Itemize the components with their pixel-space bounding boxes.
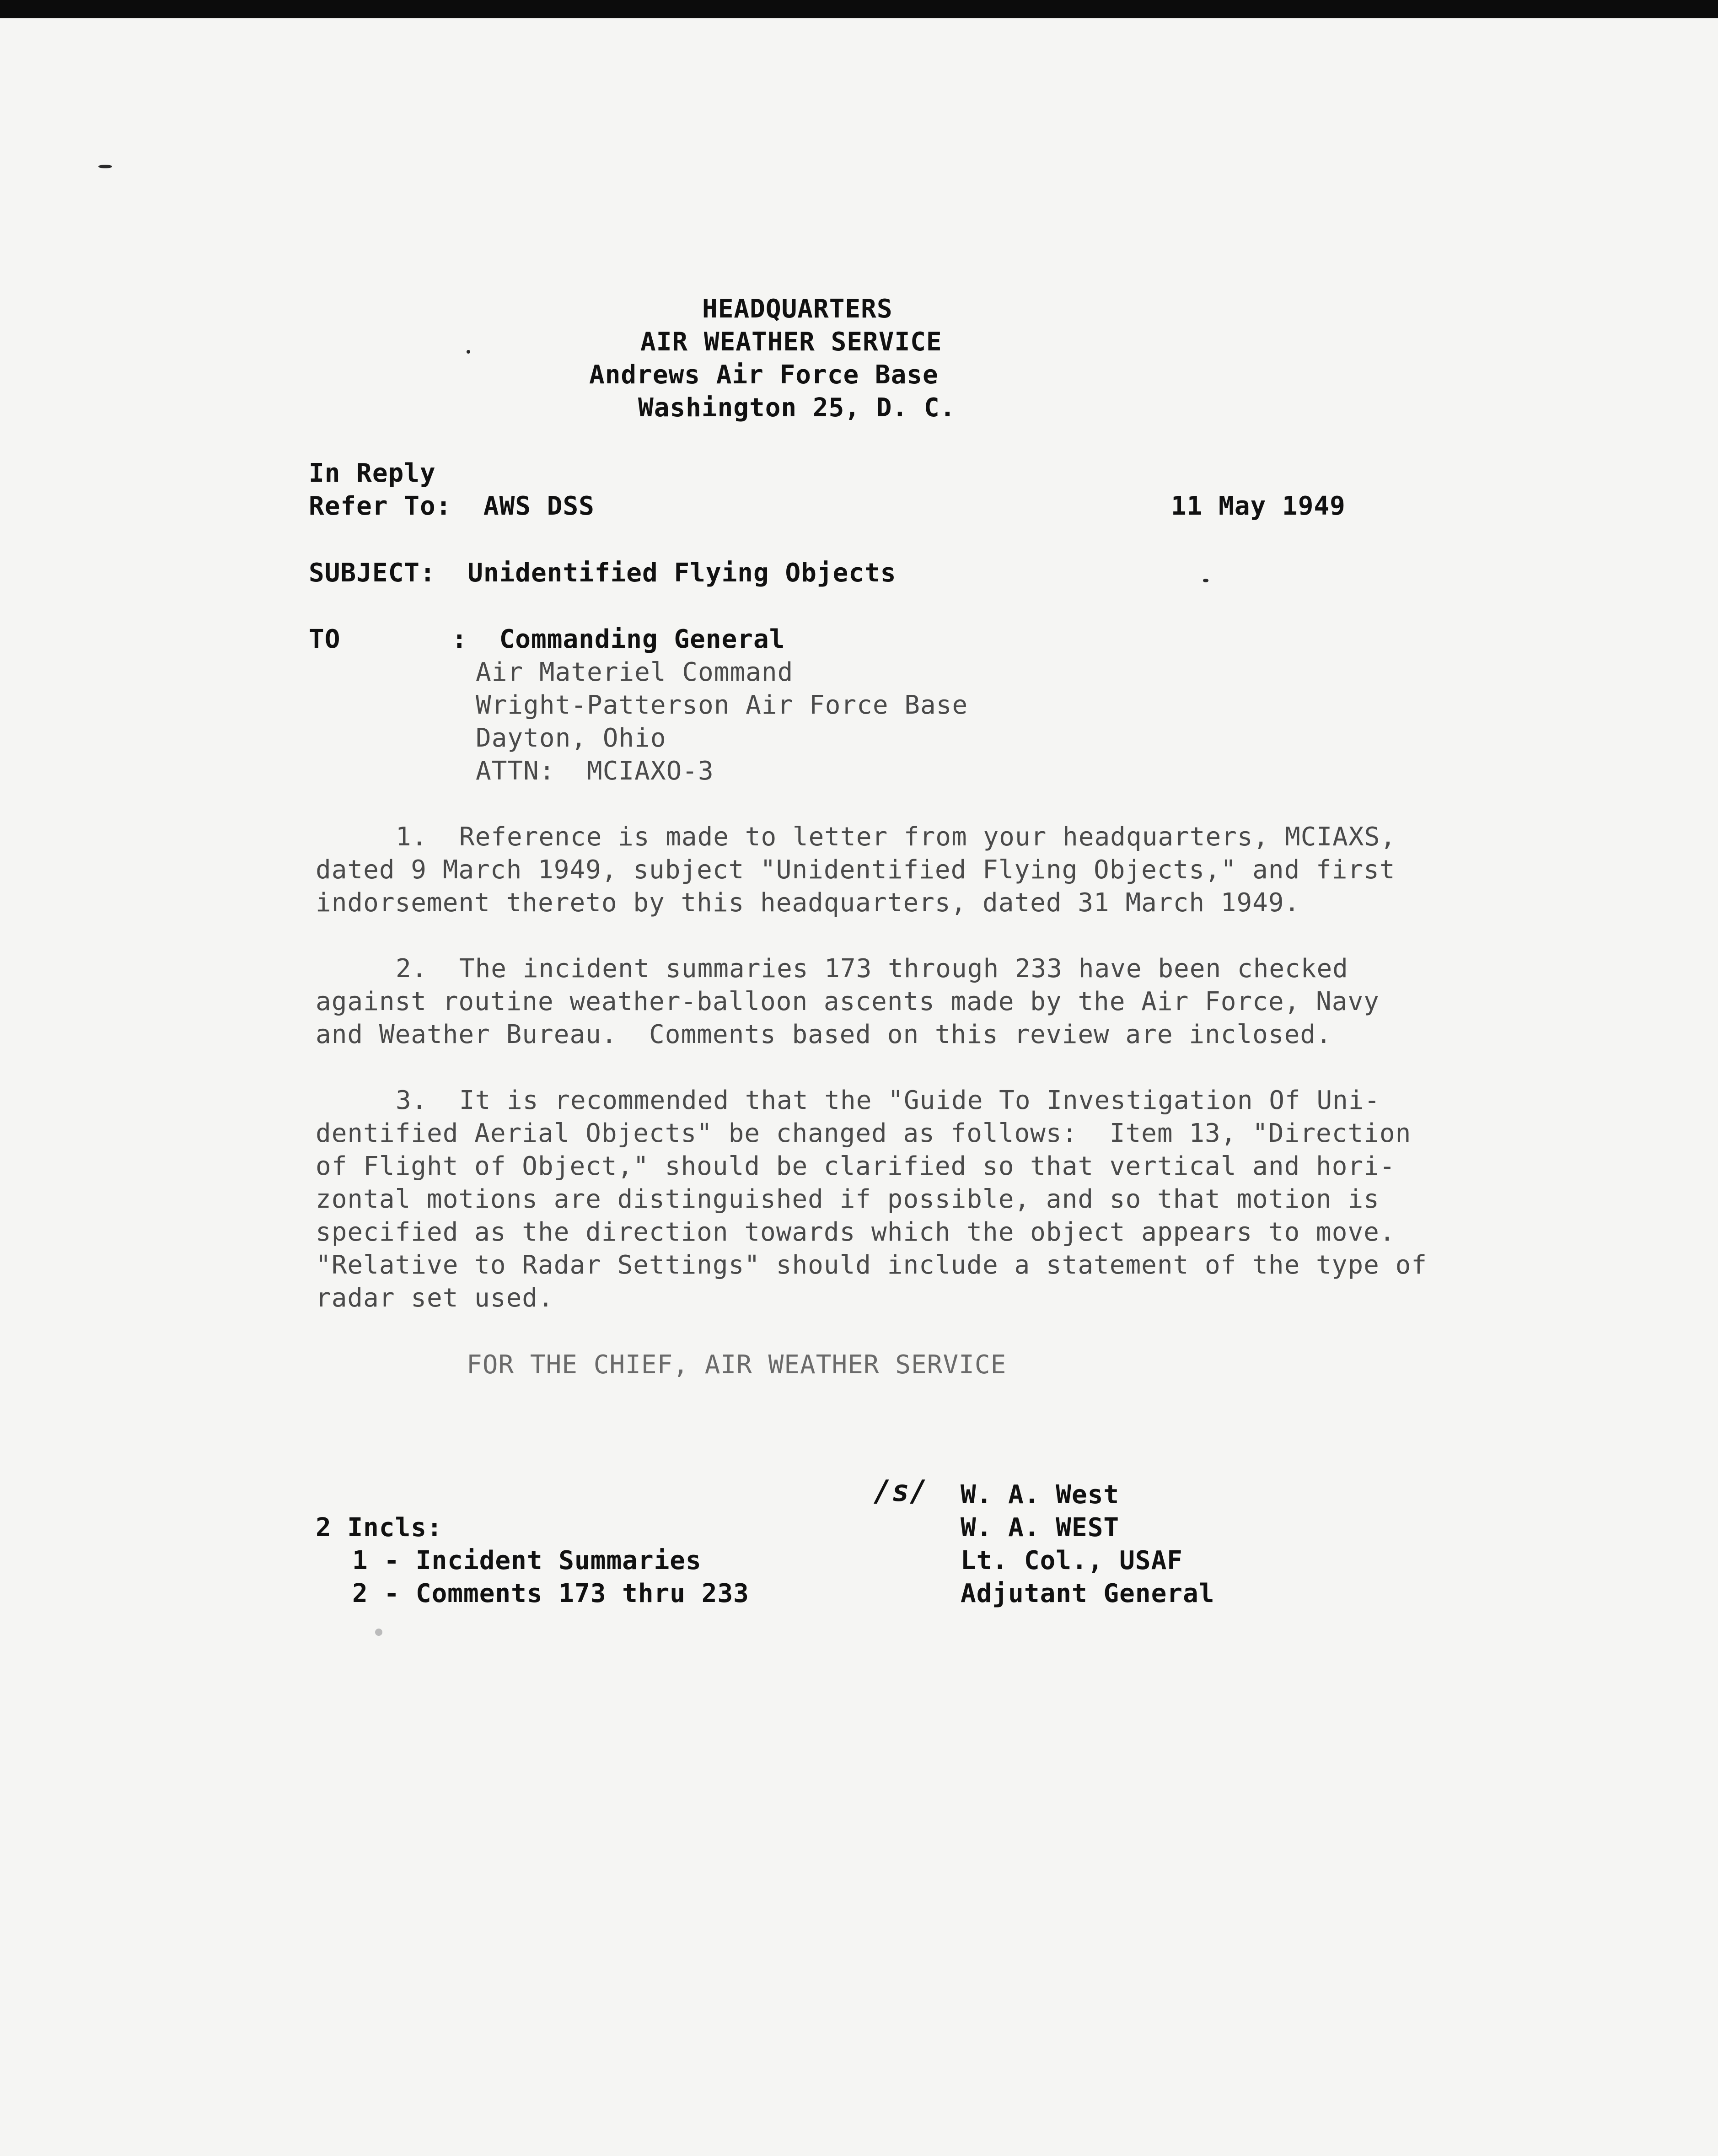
para1-line-1: 1. Reference is made to letter from your headquarters, MCIAXS, xyxy=(396,822,1396,852)
inclosure-2: 2 - Comments 173 thru 233 xyxy=(352,1579,749,1608)
speck xyxy=(1203,579,1208,582)
film-edge xyxy=(0,0,1718,18)
inclosures-heading: 2 Incls: xyxy=(316,1513,443,1543)
in-reply-line: In Reply xyxy=(309,458,436,488)
para1-line-2: dated 9 March 1949, subject "Unidentified Flying Objects," and first xyxy=(316,855,1396,885)
para3-line-3: of Flight of Object," should be clarified so that vertical and hori- xyxy=(316,1151,1396,1181)
signature-line-1: W. A. West xyxy=(961,1480,1120,1510)
to-line-4: Dayton, Ohio xyxy=(476,723,666,753)
signature-line-4: Adjutant General xyxy=(961,1579,1215,1608)
letterhead-line-4: Washington 25, D. C. xyxy=(638,393,956,423)
letterhead-line-1: HEADQUARTERS xyxy=(702,294,893,324)
para3-line-6: "Relative to Radar Settings" should include a statement of the type of xyxy=(316,1250,1428,1280)
para2-line-1: 2. The incident summaries 173 through 233 have been checked xyxy=(396,954,1348,984)
para3-line-4: zontal motions are distinguished if possible, and so that motion is xyxy=(316,1184,1380,1214)
to-line-2: Air Materiel Command xyxy=(476,657,794,687)
letterhead-line-3: Andrews Air Force Base xyxy=(589,360,939,390)
para3-line-1: 3. It is recommended that the "Guide To Investigation Of Uni- xyxy=(396,1086,1380,1115)
speck xyxy=(98,165,112,168)
para3-line-2: dentified Aerial Objects" be changed as follows: Item 13, "Direction xyxy=(316,1118,1412,1148)
subject-line: SUBJECT: Unidentified Flying Objects xyxy=(309,558,897,588)
letterhead-line-2: AIR WEATHER SERVICE xyxy=(640,327,942,357)
to-line-1: TO : Commanding General xyxy=(309,624,785,654)
para1-line-3: indorsement thereto by this headquarters, dated 31 March 1949. xyxy=(316,888,1300,918)
signature-mark: /s/ xyxy=(874,1474,928,1508)
to-line-5: ATTN: MCIAXO-3 xyxy=(476,756,714,786)
closing-line: FOR THE CHIEF, AIR WEATHER SERVICE xyxy=(467,1350,1007,1380)
speck xyxy=(375,1629,382,1636)
letter-date: 11 May 1949 xyxy=(1171,491,1346,521)
refer-to-line: Refer To: AWS DSS xyxy=(309,491,595,521)
signature-line-2: W. A. WEST xyxy=(961,1513,1120,1543)
para2-line-2: against routine weather-balloon ascents made by the Air Force, Navy xyxy=(316,987,1380,1016)
to-line-3: Wright-Patterson Air Force Base xyxy=(476,690,968,720)
para3-line-5: specified as the direction towards which the object appears to move. xyxy=(316,1217,1396,1247)
speck xyxy=(467,350,470,354)
para3-line-7: radar set used. xyxy=(316,1283,554,1313)
signature-line-3: Lt. Col., USAF xyxy=(961,1546,1183,1575)
inclosure-1: 1 - Incident Summaries xyxy=(352,1546,702,1575)
para2-line-3: and Weather Bureau. Comments based on this review are inclosed. xyxy=(316,1020,1332,1049)
